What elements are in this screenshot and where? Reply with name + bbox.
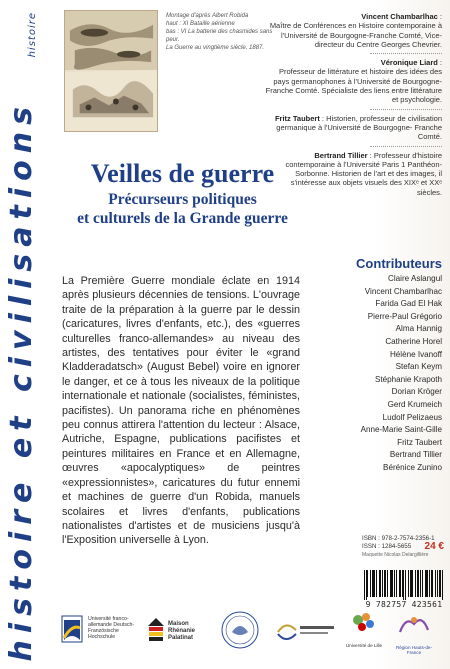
issn-number: ISSN : 1284-5655	[362, 543, 412, 550]
isbn-number: ISBN : 978-2-7574-2356-1	[362, 535, 435, 542]
contributors	[320, 256, 442, 475]
ulille-logo: Université de Lille	[344, 608, 384, 654]
contributor-name: Farida Gad El Hak	[375, 299, 442, 309]
contributor-name: Fritz Taubert	[397, 437, 442, 447]
institution-emblem-icon	[272, 616, 338, 648]
contributor-name: Pierre-Paul Grégorio	[367, 311, 442, 321]
bio-liard: Véronique Liard : Professeur de littérature et histoire des idées des pays germanophones à l'Université de Bourgogne-Franche Comté. Spécialiste des liens entre littérature et psychologie.	[265, 58, 442, 105]
hdf-logo: Région Hauts-de-France	[390, 610, 438, 654]
divider	[370, 53, 442, 54]
barcode-number: 9 782757 423561	[365, 600, 443, 609]
maison-rp-logo: Maison Rhénanie Palatinat	[146, 612, 216, 652]
contributor-name: Stéphanie Krapoth	[374, 374, 442, 384]
institution-logo	[272, 616, 338, 648]
maquette-credit: Maquette Nicolas Delargillière	[362, 552, 429, 558]
hdf-emblem-icon	[390, 610, 438, 640]
contributor-name: Stefan Keym	[395, 362, 442, 372]
maison-emblem-icon	[146, 616, 166, 644]
contributor-name: Gerd Krumeich	[387, 399, 442, 409]
ufa-logo: Université franco-allemande Deutsch-Französische Hochschule	[60, 612, 138, 652]
contributors-title: Contributeurs	[356, 256, 442, 271]
seal-logo	[220, 608, 260, 652]
robida-illustration	[64, 10, 158, 132]
contributor-name: Hélène Ivanoff	[389, 349, 442, 359]
series-band	[0, 0, 38, 669]
contributor-name: Dorian Kröger	[391, 387, 442, 397]
book-subtitle: Précurseurs politiques et culturels de la Grande guerre	[77, 191, 288, 227]
contributor-name: Bérénice Zunino	[383, 462, 442, 472]
ulille-emblem-icon	[344, 608, 384, 638]
series-title: histoire et civilisations	[4, 99, 39, 661]
book-title: Veilles de guerre	[90, 159, 275, 188]
seal-emblem-icon	[220, 608, 260, 652]
contributor-name: Anne-Marie Saint-Gille	[360, 425, 442, 435]
bio-tillier: Bertrand Tillier : Professeur d'histoire contemporaine à l'Université Paris 1 Panthéon-Sorbonne. Historien de l'art et des images, il s'intéresse aux objets visuels des XIXᵉ et XXᵉ siècles.	[285, 150, 442, 197]
bio-chambarlhac: Vincent Chambarlhac : Maître de Conférences en Histoire contemporaine à l'Université de Bourgogne-Franche Comté, Vice-directeur du Centre Georges Chevrier.	[269, 12, 442, 49]
divider	[370, 109, 442, 110]
contributor-name: Catherine Horel	[385, 336, 442, 346]
contributor-name: Ludolf Pelizaeus	[382, 412, 442, 422]
divider	[370, 146, 442, 147]
series-subtitle: histoire	[27, 12, 38, 58]
contributor-name: Claire Aslangul	[388, 274, 442, 283]
illustration-caption: Montage d'après Albert Robida haut : XI Bataille aérienne bas : VI La batterie des chasmides sans peur. La Guerre au vingtième siècle, 1887.	[166, 13, 273, 51]
barcode	[364, 570, 444, 600]
ufa-emblem-icon	[60, 614, 86, 646]
isbn-block	[362, 535, 444, 559]
bio-taubert: Fritz Taubert : Historien, professeur de civilisation germanique à l'Université de Bourgogne- Franche Comté.	[274, 113, 442, 142]
blurb-text: La Première Guerre mondiale éclate en 1914 après plusieurs décennies de tensions. L'ouvrage traite de la préparation à la guerre par le dessin (caricatures, livres d'enfants, etc.), des «guerres culturelles franco-allemandes» au niveau des artistes, des tentatives pour éviter le «grand Kladderadatsch» (August Bebel) voire en ignorer le danger, et ce à tous les niveaux de la politique internationale et nationale (socialistes, féministes, pacifistes). Un panorama riche en phénomènes peu connus attirera l'attention du lecteur : Alsace, Autriche, Espagne, publications pacifistes et peintures militaires en France et en Allemagne, œuvres «apocalyptiques» de peintres «expressionnistes», caricatures du futur ennemi et machines de guerre d'un Robida, manuels scolaires et livres d'enfants, publications nationalistes d'artistes et de musiciens jusqu'à l'Exposition universelle à Lyon.	[62, 275, 300, 547]
contributor-name: Alma Hannig	[395, 324, 442, 334]
contributor-name: Bertrand Tillier	[389, 450, 442, 460]
partner-logos	[60, 606, 440, 662]
price: 24 €	[424, 541, 444, 552]
contributors-list	[320, 273, 442, 475]
contributor-name: Vincent Chambarlhac	[364, 286, 442, 296]
